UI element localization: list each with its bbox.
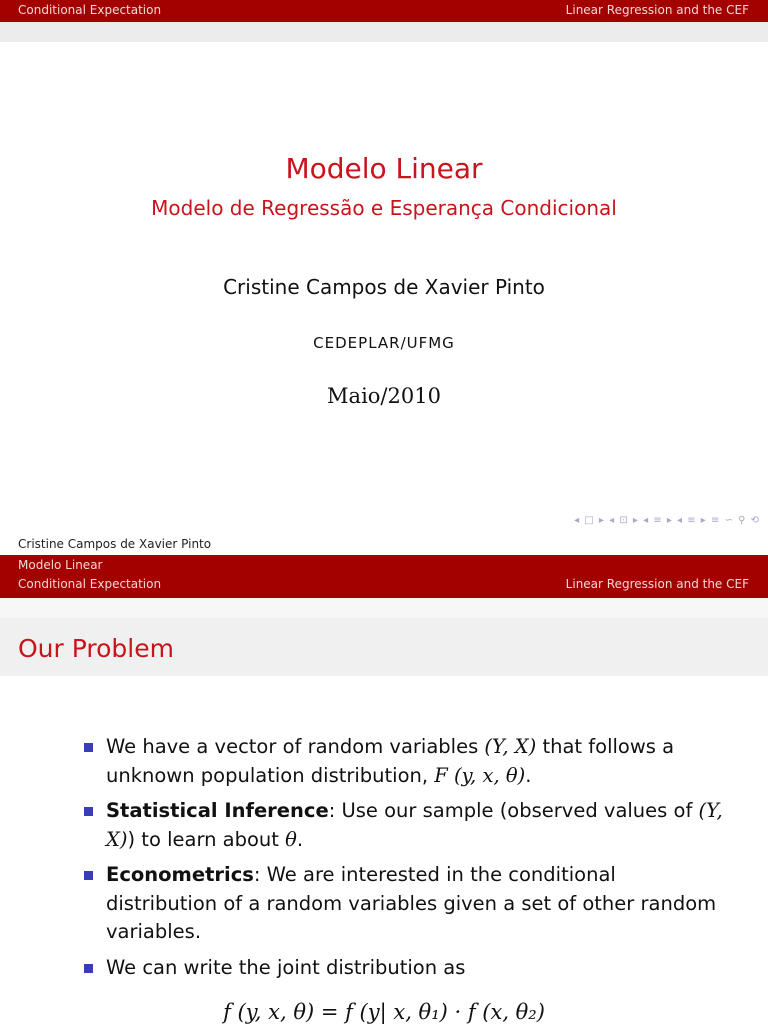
item-text: We have a vector of random variables	[106, 735, 485, 758]
item-bold-term: Statistical Inference	[106, 799, 329, 822]
slide1-header-strip	[0, 22, 768, 42]
item-text: : Use our sample (observed values of	[328, 799, 699, 822]
square-bullet-icon	[84, 964, 93, 973]
math-inline: F (y, x, θ)	[434, 763, 526, 787]
footer-title-bar	[0, 555, 768, 577]
slide2-header-section: Conditional Expectation	[18, 577, 162, 591]
list-item	[84, 797, 724, 854]
footer-author: Cristine Campos de Xavier Pinto	[18, 537, 212, 551]
list-item	[84, 861, 724, 947]
slide1-header-subsection: Linear Regression and the CEF	[565, 3, 749, 17]
presentation-subtitle: Modelo de Regressão e Esperança Condicional	[151, 196, 617, 220]
presentation-institute: CEDEPLAR/UFMG	[313, 334, 455, 352]
item-text: .	[296, 827, 304, 851]
item-text: : We are interested in the conditional distribution of a random variables given a set of other random variables.	[106, 863, 717, 943]
square-bullet-icon	[84, 871, 93, 880]
slide1-header-section: Conditional Expectation	[18, 3, 162, 17]
item-text: that follows a unknown population distribution,	[106, 735, 675, 787]
presentation-title: Modelo Linear	[285, 152, 483, 185]
presentation-date: Maio/2010	[327, 384, 441, 408]
footer-title: Modelo Linear	[18, 558, 103, 572]
beamer-navigation-icons[interactable]: ◂ □ ▸ ◂ ⊡ ▸ ◂ ≡ ▸ ◂ ≡ ▸ ≡ ∽ ⚲ ⟲	[574, 515, 760, 526]
item-text: ) to learn about	[127, 827, 286, 851]
list-item	[84, 954, 724, 983]
item-bold-term: Econometrics	[106, 863, 254, 886]
list-item	[84, 733, 724, 790]
item-text: We can write the joint distribution as	[106, 955, 466, 979]
frame-title: Our Problem	[18, 634, 174, 663]
square-bullet-icon	[84, 807, 93, 816]
presentation-author: Cristine Campos de Xavier Pinto	[223, 275, 545, 299]
slide2-header-subsection: Linear Regression and the CEF	[565, 577, 749, 591]
math-inline: θ	[285, 827, 297, 851]
math-inline: (Y, X)	[106, 799, 723, 851]
bullet-list	[84, 733, 724, 989]
slide2-header-strip	[0, 598, 768, 618]
slide1-header-bar	[0, 0, 768, 22]
square-bullet-icon	[84, 743, 93, 752]
item-text: .	[525, 763, 532, 787]
math-inline: (Y, X)	[484, 735, 537, 758]
slide2-header-bar	[0, 577, 768, 598]
joint-distribution-equation: f (y, x, θ) = f (y| x, θ₁) · f (x, θ₂)	[223, 1000, 545, 1024]
